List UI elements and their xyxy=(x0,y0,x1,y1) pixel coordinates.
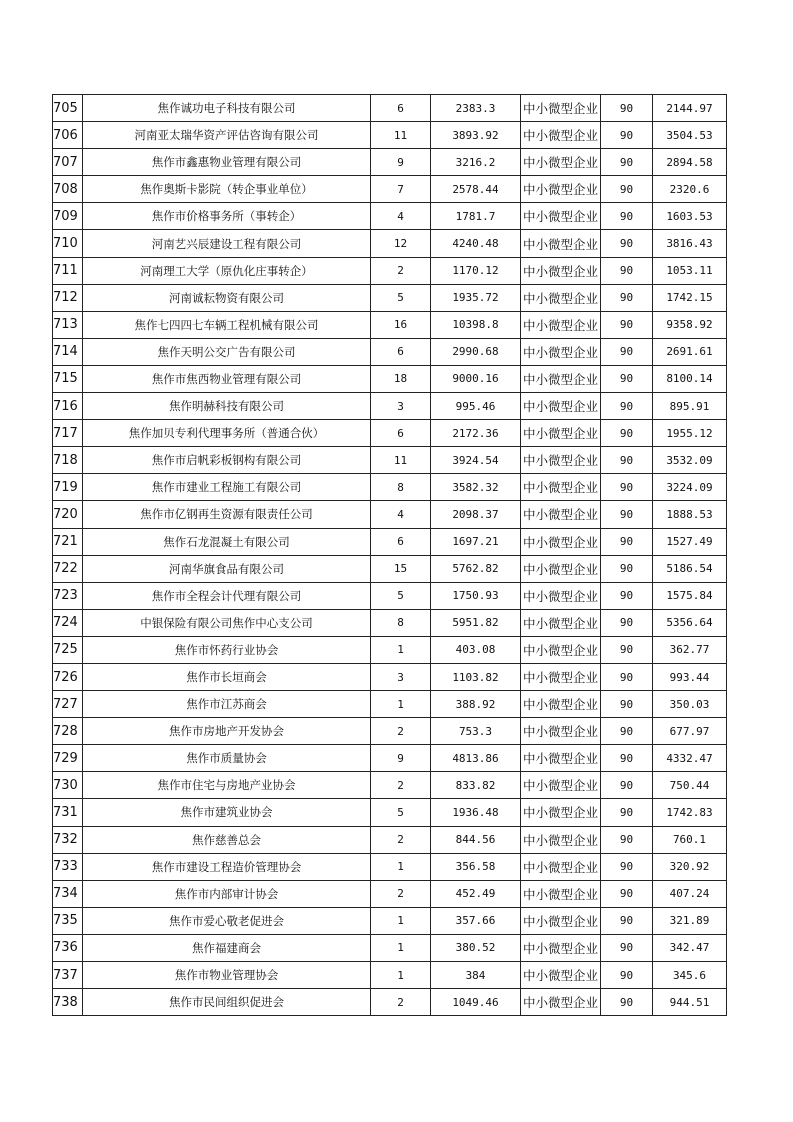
employee-count-cell: 11 xyxy=(371,447,431,474)
enterprise-type-cell: 中小微型企业 xyxy=(521,393,601,420)
company-name-cell: 焦作福建商会 xyxy=(83,934,371,961)
row-number-cell: 724 xyxy=(53,609,83,636)
company-name-cell: 焦作七四四七车辆工程机械有限公司 xyxy=(83,311,371,338)
insurance-amount-cell: 995.46 xyxy=(431,393,521,420)
employee-count-cell: 5 xyxy=(371,284,431,311)
row-number-cell: 720 xyxy=(53,501,83,528)
insurance-amount-cell: 5762.82 xyxy=(431,555,521,582)
refund-rate-cell: 90 xyxy=(601,149,653,176)
row-number-cell: 717 xyxy=(53,420,83,447)
row-number-cell: 734 xyxy=(53,880,83,907)
refund-rate-cell: 90 xyxy=(601,528,653,555)
enterprise-type-cell: 中小微型企业 xyxy=(521,365,601,392)
row-number-cell: 732 xyxy=(53,826,83,853)
employee-count-cell: 8 xyxy=(371,609,431,636)
insurance-amount-cell: 1935.72 xyxy=(431,284,521,311)
table-row xyxy=(53,230,727,257)
insurance-amount-cell: 1170.12 xyxy=(431,257,521,284)
refund-amount-cell: 4332.47 xyxy=(653,745,727,772)
enterprise-type-cell: 中小微型企业 xyxy=(521,718,601,745)
refund-amount-cell: 320.92 xyxy=(653,853,727,880)
refund-rate-cell: 90 xyxy=(601,447,653,474)
company-name-cell: 焦作市江苏商会 xyxy=(83,691,371,718)
refund-amount-cell: 3532.09 xyxy=(653,447,727,474)
company-name-cell: 焦作市焦西物业管理有限公司 xyxy=(83,365,371,392)
data-table xyxy=(52,94,727,1016)
row-number-cell: 709 xyxy=(53,203,83,230)
table-row xyxy=(53,555,727,582)
insurance-amount-cell: 9000.16 xyxy=(431,365,521,392)
enterprise-type-cell: 中小微型企业 xyxy=(521,338,601,365)
employee-count-cell: 1 xyxy=(371,636,431,663)
employee-count-cell: 3 xyxy=(371,393,431,420)
insurance-amount-cell: 3893.92 xyxy=(431,122,521,149)
company-name-cell: 焦作加贝专利代理事务所（普通合伙） xyxy=(83,420,371,447)
company-name-cell: 焦作天明公交广告有限公司 xyxy=(83,338,371,365)
row-number-cell: 729 xyxy=(53,745,83,772)
employee-count-cell: 12 xyxy=(371,230,431,257)
table-row xyxy=(53,122,727,149)
row-number-cell: 731 xyxy=(53,799,83,826)
enterprise-type-cell: 中小微型企业 xyxy=(521,745,601,772)
company-name-cell: 焦作市建设工程造价管理协会 xyxy=(83,853,371,880)
insurance-amount-cell: 2098.37 xyxy=(431,501,521,528)
refund-amount-cell: 2691.61 xyxy=(653,338,727,365)
refund-rate-cell: 90 xyxy=(601,636,653,663)
refund-rate-cell: 90 xyxy=(601,420,653,447)
refund-rate-cell: 90 xyxy=(601,555,653,582)
employee-count-cell: 2 xyxy=(371,880,431,907)
refund-rate-cell: 90 xyxy=(601,609,653,636)
refund-rate-cell: 90 xyxy=(601,95,653,122)
refund-amount-cell: 5356.64 xyxy=(653,609,727,636)
insurance-amount-cell: 753.3 xyxy=(431,718,521,745)
insurance-amount-cell: 2990.68 xyxy=(431,338,521,365)
table-row xyxy=(53,311,727,338)
table-row xyxy=(53,338,727,365)
table-row xyxy=(53,284,727,311)
company-name-cell: 河南亚太瑞华资产评估咨询有限公司 xyxy=(83,122,371,149)
insurance-amount-cell: 1781.7 xyxy=(431,203,521,230)
insurance-amount-cell: 384 xyxy=(431,962,521,989)
table-row xyxy=(53,745,727,772)
refund-rate-cell: 90 xyxy=(601,257,653,284)
table-row xyxy=(53,176,727,203)
employee-count-cell: 2 xyxy=(371,257,431,284)
enterprise-type-cell: 中小微型企业 xyxy=(521,880,601,907)
insurance-amount-cell: 452.49 xyxy=(431,880,521,907)
refund-rate-cell: 90 xyxy=(601,989,653,1016)
table-row xyxy=(53,718,727,745)
row-number-cell: 723 xyxy=(53,582,83,609)
enterprise-type-cell: 中小微型企业 xyxy=(521,907,601,934)
company-name-cell: 焦作市启帆彩板钢构有限公司 xyxy=(83,447,371,474)
enterprise-type-cell: 中小微型企业 xyxy=(521,122,601,149)
company-name-cell: 焦作市长垣商会 xyxy=(83,663,371,690)
refund-amount-cell: 944.51 xyxy=(653,989,727,1016)
employee-count-cell: 11 xyxy=(371,122,431,149)
employee-count-cell: 15 xyxy=(371,555,431,582)
insurance-amount-cell: 4240.48 xyxy=(431,230,521,257)
refund-rate-cell: 90 xyxy=(601,934,653,961)
table-row xyxy=(53,501,727,528)
table-row xyxy=(53,636,727,663)
row-number-cell: 738 xyxy=(53,989,83,1016)
refund-amount-cell: 993.44 xyxy=(653,663,727,690)
row-number-cell: 710 xyxy=(53,230,83,257)
company-name-cell: 焦作市价格事务所（事转企） xyxy=(83,203,371,230)
refund-amount-cell: 2894.58 xyxy=(653,149,727,176)
table-row xyxy=(53,528,727,555)
company-name-cell: 焦作市全程会计代理有限公司 xyxy=(83,582,371,609)
company-name-cell: 焦作市亿钢再生资源有限责任公司 xyxy=(83,501,371,528)
enterprise-type-cell: 中小微型企业 xyxy=(521,934,601,961)
insurance-amount-cell: 833.82 xyxy=(431,772,521,799)
row-number-cell: 722 xyxy=(53,555,83,582)
company-name-cell: 中银保险有限公司焦作中心支公司 xyxy=(83,609,371,636)
refund-rate-cell: 90 xyxy=(601,880,653,907)
employee-count-cell: 9 xyxy=(371,745,431,772)
insurance-amount-cell: 4813.86 xyxy=(431,745,521,772)
row-number-cell: 735 xyxy=(53,907,83,934)
employee-count-cell: 18 xyxy=(371,365,431,392)
table-row xyxy=(53,420,727,447)
insurance-amount-cell: 356.58 xyxy=(431,853,521,880)
enterprise-type-cell: 中小微型企业 xyxy=(521,962,601,989)
enterprise-type-cell: 中小微型企业 xyxy=(521,95,601,122)
enterprise-type-cell: 中小微型企业 xyxy=(521,636,601,663)
refund-rate-cell: 90 xyxy=(601,907,653,934)
table-row xyxy=(53,962,727,989)
insurance-amount-cell: 1936.48 xyxy=(431,799,521,826)
row-number-cell: 708 xyxy=(53,176,83,203)
refund-rate-cell: 90 xyxy=(601,718,653,745)
row-number-cell: 707 xyxy=(53,149,83,176)
refund-amount-cell: 895.91 xyxy=(653,393,727,420)
insurance-amount-cell: 1103.82 xyxy=(431,663,521,690)
refund-rate-cell: 90 xyxy=(601,393,653,420)
row-number-cell: 736 xyxy=(53,934,83,961)
table-row xyxy=(53,934,727,961)
employee-count-cell: 6 xyxy=(371,420,431,447)
enterprise-type-cell: 中小微型企业 xyxy=(521,474,601,501)
row-number-cell: 713 xyxy=(53,311,83,338)
insurance-amount-cell: 10398.8 xyxy=(431,311,521,338)
company-name-cell: 焦作诚功电子科技有限公司 xyxy=(83,95,371,122)
row-number-cell: 706 xyxy=(53,122,83,149)
employee-count-cell: 6 xyxy=(371,528,431,555)
company-name-cell: 焦作市质量协会 xyxy=(83,745,371,772)
table-row xyxy=(53,609,727,636)
insurance-amount-cell: 3924.54 xyxy=(431,447,521,474)
refund-rate-cell: 90 xyxy=(601,745,653,772)
refund-amount-cell: 350.03 xyxy=(653,691,727,718)
table-body xyxy=(53,95,727,1016)
row-number-cell: 728 xyxy=(53,718,83,745)
insurance-amount-cell: 2383.3 xyxy=(431,95,521,122)
employee-count-cell: 4 xyxy=(371,501,431,528)
refund-rate-cell: 90 xyxy=(601,853,653,880)
enterprise-type-cell: 中小微型企业 xyxy=(521,257,601,284)
insurance-amount-cell: 1049.46 xyxy=(431,989,521,1016)
employee-count-cell: 2 xyxy=(371,989,431,1016)
table-row xyxy=(53,772,727,799)
employee-count-cell: 6 xyxy=(371,95,431,122)
table-row xyxy=(53,989,727,1016)
insurance-amount-cell: 844.56 xyxy=(431,826,521,853)
employee-count-cell: 5 xyxy=(371,799,431,826)
enterprise-type-cell: 中小微型企业 xyxy=(521,528,601,555)
refund-amount-cell: 1603.53 xyxy=(653,203,727,230)
row-number-cell: 730 xyxy=(53,772,83,799)
insurance-amount-cell: 1750.93 xyxy=(431,582,521,609)
enterprise-type-cell: 中小微型企业 xyxy=(521,582,601,609)
refund-rate-cell: 90 xyxy=(601,691,653,718)
refund-rate-cell: 90 xyxy=(601,203,653,230)
enterprise-type-cell: 中小微型企业 xyxy=(521,853,601,880)
table-row xyxy=(53,447,727,474)
insurance-amount-cell: 3582.32 xyxy=(431,474,521,501)
refund-amount-cell: 2320.6 xyxy=(653,176,727,203)
refund-amount-cell: 1888.53 xyxy=(653,501,727,528)
company-name-cell: 焦作明赫科技有限公司 xyxy=(83,393,371,420)
row-number-cell: 716 xyxy=(53,393,83,420)
employee-count-cell: 8 xyxy=(371,474,431,501)
employee-count-cell: 5 xyxy=(371,582,431,609)
insurance-amount-cell: 380.52 xyxy=(431,934,521,961)
employee-count-cell: 16 xyxy=(371,311,431,338)
company-name-cell: 焦作市建业工程施工有限公司 xyxy=(83,474,371,501)
refund-amount-cell: 1955.12 xyxy=(653,420,727,447)
enterprise-type-cell: 中小微型企业 xyxy=(521,555,601,582)
company-name-cell: 焦作市住宅与房地产业协会 xyxy=(83,772,371,799)
row-number-cell: 714 xyxy=(53,338,83,365)
enterprise-type-cell: 中小微型企业 xyxy=(521,799,601,826)
refund-rate-cell: 90 xyxy=(601,338,653,365)
refund-rate-cell: 90 xyxy=(601,176,653,203)
row-number-cell: 715 xyxy=(53,365,83,392)
company-name-cell: 焦作市物业管理协会 xyxy=(83,962,371,989)
table-row xyxy=(53,474,727,501)
refund-rate-cell: 90 xyxy=(601,501,653,528)
company-name-cell: 河南诚耘物资有限公司 xyxy=(83,284,371,311)
refund-amount-cell: 8100.14 xyxy=(653,365,727,392)
refund-amount-cell: 5186.54 xyxy=(653,555,727,582)
refund-rate-cell: 90 xyxy=(601,122,653,149)
refund-rate-cell: 90 xyxy=(601,962,653,989)
company-name-cell: 焦作市鑫惠物业管理有限公司 xyxy=(83,149,371,176)
enterprise-type-cell: 中小微型企业 xyxy=(521,149,601,176)
enterprise-type-cell: 中小微型企业 xyxy=(521,609,601,636)
enterprise-type-cell: 中小微型企业 xyxy=(521,663,601,690)
row-number-cell: 705 xyxy=(53,95,83,122)
enterprise-type-cell: 中小微型企业 xyxy=(521,230,601,257)
refund-amount-cell: 407.24 xyxy=(653,880,727,907)
refund-rate-cell: 90 xyxy=(601,311,653,338)
insurance-amount-cell: 2172.36 xyxy=(431,420,521,447)
refund-rate-cell: 90 xyxy=(601,663,653,690)
refund-amount-cell: 362.77 xyxy=(653,636,727,663)
table-row xyxy=(53,582,727,609)
insurance-amount-cell: 1697.21 xyxy=(431,528,521,555)
employee-count-cell: 1 xyxy=(371,934,431,961)
refund-rate-cell: 90 xyxy=(601,582,653,609)
refund-rate-cell: 90 xyxy=(601,284,653,311)
table-row xyxy=(53,853,727,880)
refund-amount-cell: 3224.09 xyxy=(653,474,727,501)
table-row xyxy=(53,365,727,392)
refund-amount-cell: 9358.92 xyxy=(653,311,727,338)
company-name-cell: 河南理工大学（原仇化庄事转企） xyxy=(83,257,371,284)
company-name-cell: 焦作市爱心敬老促进会 xyxy=(83,907,371,934)
insurance-amount-cell: 3216.2 xyxy=(431,149,521,176)
table-row xyxy=(53,257,727,284)
insurance-amount-cell: 357.66 xyxy=(431,907,521,934)
table-row xyxy=(53,799,727,826)
table-row xyxy=(53,826,727,853)
refund-amount-cell: 342.47 xyxy=(653,934,727,961)
employee-count-cell: 7 xyxy=(371,176,431,203)
employee-count-cell: 9 xyxy=(371,149,431,176)
company-name-cell: 焦作市房地产开发协会 xyxy=(83,718,371,745)
company-name-cell: 焦作奥斯卡影院（转企事业单位） xyxy=(83,176,371,203)
refund-rate-cell: 90 xyxy=(601,772,653,799)
employee-count-cell: 4 xyxy=(371,203,431,230)
enterprise-type-cell: 中小微型企业 xyxy=(521,772,601,799)
enterprise-type-cell: 中小微型企业 xyxy=(521,691,601,718)
refund-amount-cell: 1742.15 xyxy=(653,284,727,311)
refund-rate-cell: 90 xyxy=(601,230,653,257)
company-name-cell: 焦作市民间组织促进会 xyxy=(83,989,371,1016)
enterprise-type-cell: 中小微型企业 xyxy=(521,989,601,1016)
refund-amount-cell: 1742.83 xyxy=(653,799,727,826)
employee-count-cell: 2 xyxy=(371,772,431,799)
employee-count-cell: 6 xyxy=(371,338,431,365)
company-name-cell: 焦作石龙混凝土有限公司 xyxy=(83,528,371,555)
table-row xyxy=(53,691,727,718)
enterprise-type-cell: 中小微型企业 xyxy=(521,420,601,447)
enterprise-type-cell: 中小微型企业 xyxy=(521,447,601,474)
row-number-cell: 726 xyxy=(53,663,83,690)
refund-amount-cell: 2144.97 xyxy=(653,95,727,122)
row-number-cell: 719 xyxy=(53,474,83,501)
insurance-amount-cell: 2578.44 xyxy=(431,176,521,203)
row-number-cell: 727 xyxy=(53,691,83,718)
refund-rate-cell: 90 xyxy=(601,474,653,501)
refund-amount-cell: 1527.49 xyxy=(653,528,727,555)
enterprise-type-cell: 中小微型企业 xyxy=(521,826,601,853)
row-number-cell: 725 xyxy=(53,636,83,663)
enterprise-type-cell: 中小微型企业 xyxy=(521,176,601,203)
row-number-cell: 733 xyxy=(53,853,83,880)
table-row xyxy=(53,149,727,176)
enterprise-type-cell: 中小微型企业 xyxy=(521,311,601,338)
company-name-cell: 河南华旗食品有限公司 xyxy=(83,555,371,582)
insurance-amount-cell: 388.92 xyxy=(431,691,521,718)
insurance-amount-cell: 403.08 xyxy=(431,636,521,663)
table-row xyxy=(53,907,727,934)
refund-rate-cell: 90 xyxy=(601,365,653,392)
employee-count-cell: 2 xyxy=(371,718,431,745)
employee-count-cell: 1 xyxy=(371,907,431,934)
row-number-cell: 711 xyxy=(53,257,83,284)
table-row xyxy=(53,203,727,230)
company-name-cell: 焦作慈善总会 xyxy=(83,826,371,853)
company-name-cell: 焦作市建筑业协会 xyxy=(83,799,371,826)
table-row xyxy=(53,880,727,907)
table-row xyxy=(53,95,727,122)
row-number-cell: 721 xyxy=(53,528,83,555)
company-name-cell: 焦作市内部审计协会 xyxy=(83,880,371,907)
table-row xyxy=(53,663,727,690)
employee-count-cell: 1 xyxy=(371,691,431,718)
row-number-cell: 737 xyxy=(53,962,83,989)
refund-amount-cell: 750.44 xyxy=(653,772,727,799)
employee-count-cell: 2 xyxy=(371,826,431,853)
row-number-cell: 712 xyxy=(53,284,83,311)
refund-amount-cell: 3816.43 xyxy=(653,230,727,257)
company-name-cell: 焦作市怀药行业协会 xyxy=(83,636,371,663)
employee-count-cell: 3 xyxy=(371,663,431,690)
employee-count-cell: 1 xyxy=(371,962,431,989)
refund-amount-cell: 760.1 xyxy=(653,826,727,853)
enterprise-type-cell: 中小微型企业 xyxy=(521,203,601,230)
company-name-cell: 河南艺兴辰建设工程有限公司 xyxy=(83,230,371,257)
enterprise-type-cell: 中小微型企业 xyxy=(521,284,601,311)
refund-amount-cell: 1053.11 xyxy=(653,257,727,284)
refund-amount-cell: 677.97 xyxy=(653,718,727,745)
refund-amount-cell: 321.89 xyxy=(653,907,727,934)
refund-rate-cell: 90 xyxy=(601,826,653,853)
table-row xyxy=(53,393,727,420)
refund-amount-cell: 345.6 xyxy=(653,962,727,989)
refund-rate-cell: 90 xyxy=(601,799,653,826)
employee-count-cell: 1 xyxy=(371,853,431,880)
refund-amount-cell: 1575.84 xyxy=(653,582,727,609)
insurance-amount-cell: 5951.82 xyxy=(431,609,521,636)
refund-amount-cell: 3504.53 xyxy=(653,122,727,149)
row-number-cell: 718 xyxy=(53,447,83,474)
enterprise-type-cell: 中小微型企业 xyxy=(521,501,601,528)
